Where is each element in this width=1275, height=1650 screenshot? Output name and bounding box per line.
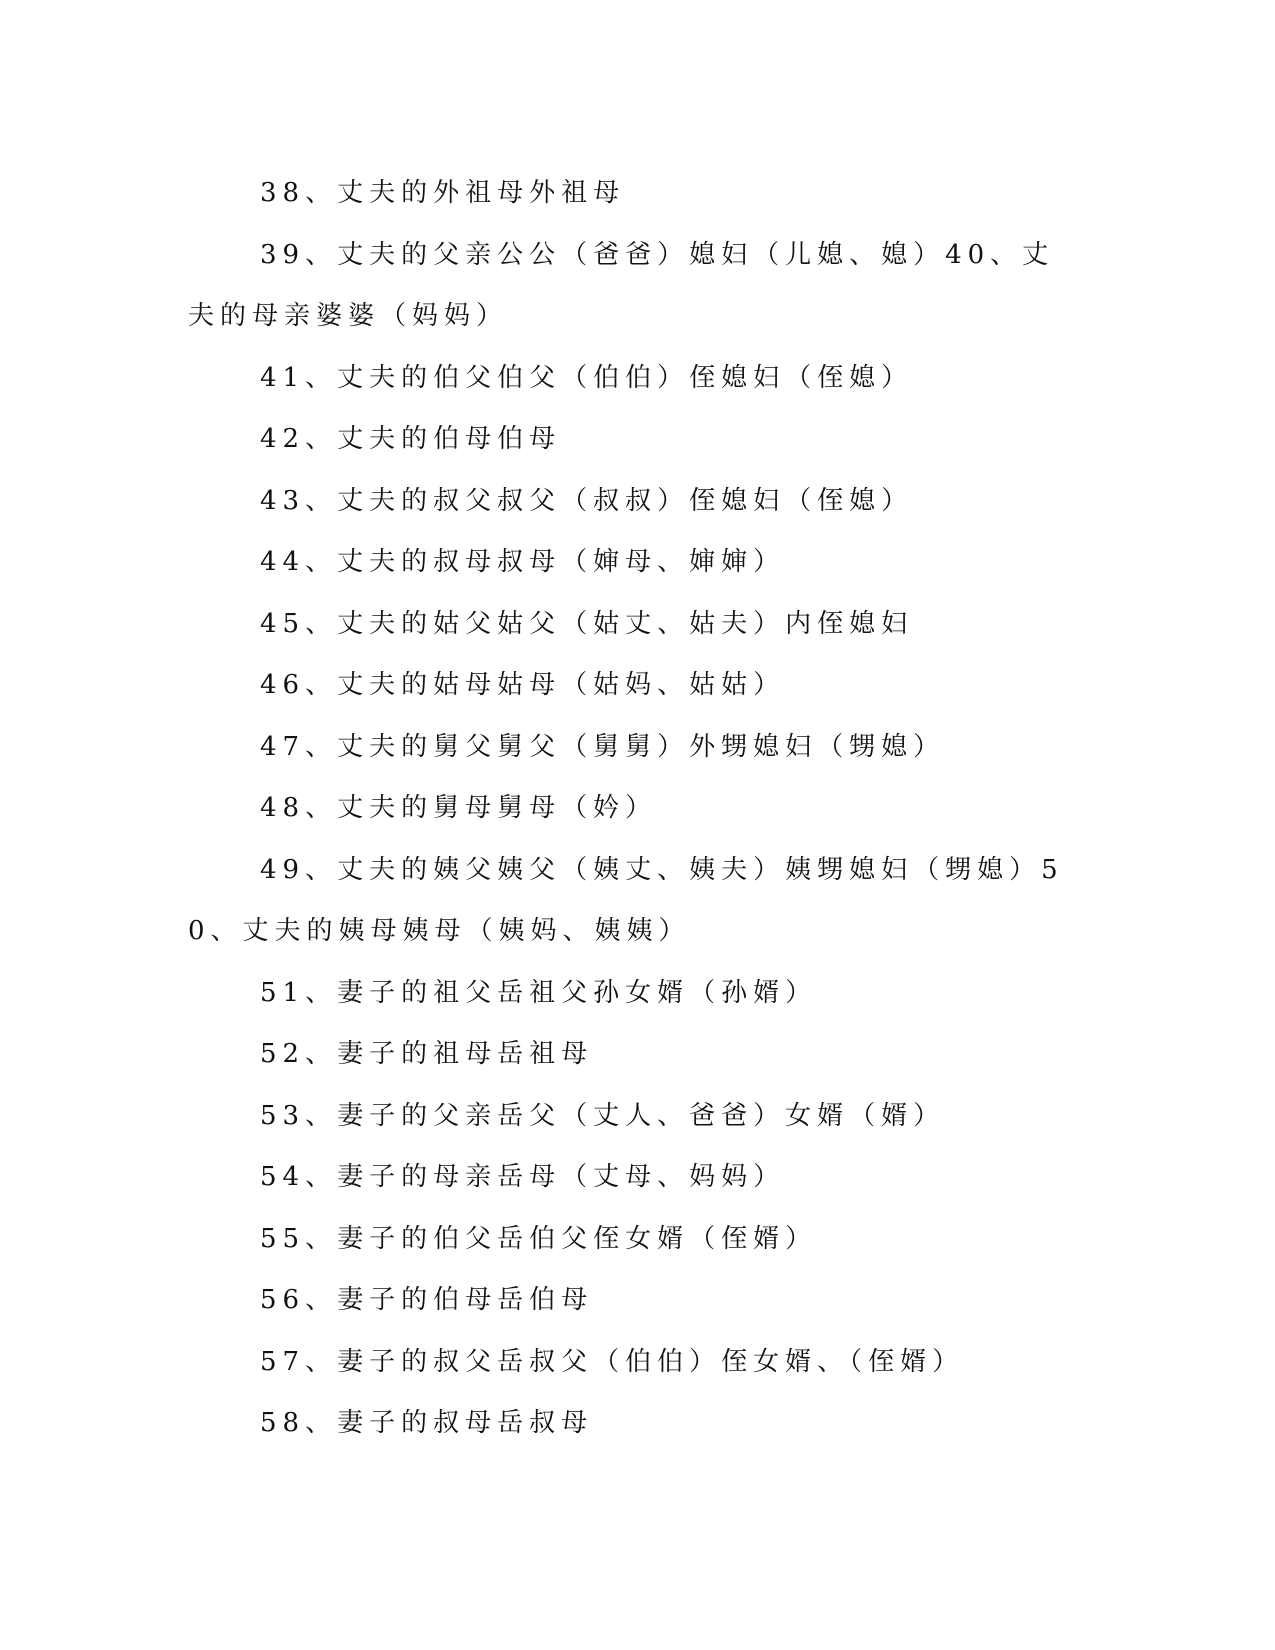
paragraph-53: 53、妻子的父亲岳父（丈人、爸爸）女婿（婿）: [260, 1100, 946, 1131]
paragraph-46: 46、丈夫的姑母姑母（姑妈、姑姑）: [260, 670, 786, 700]
paragraph-44: 44、丈夫的叔母叔母（婶母、婶婶）: [260, 547, 786, 577]
paragraph-47: 47、丈夫的舅父舅父（舅舅）外甥媳妇（甥媳）: [260, 731, 946, 762]
paragraph-45: 45、丈夫的姑父姑父（姑丈、姑夫）内侄媳妇: [260, 608, 914, 639]
paragraph-58: 58、妻子的叔母岳叔母: [260, 1408, 594, 1438]
paragraph-55: 55、妻子的伯父岳伯父侄女婿（侄婿）: [260, 1223, 818, 1254]
paragraph-56: 56、妻子的伯母岳伯母: [260, 1285, 594, 1315]
paragraph-54: 54、妻子的母亲岳母（丈母、妈妈）: [260, 1162, 786, 1192]
paragraph-51: 51、妻子的祖父岳祖父孙女婿（孙婿）: [260, 977, 818, 1008]
paragraph-49-50: 49、丈夫的姨父姨父（姨丈、姨夫）姨甥媳妇（甥媳）50、丈夫的姨母姨母（姨妈、姨姨）: [188, 854, 1064, 946]
paragraph-41: 41、丈夫的伯父伯父（伯伯）侄媳妇（侄媳）: [260, 362, 914, 393]
paragraph-38: 38、丈夫的外祖母外祖母: [260, 178, 626, 208]
paragraph-42: 42、丈夫的伯母伯母: [260, 424, 562, 454]
paragraph-52: 52、妻子的祖母岳祖母: [260, 1039, 594, 1069]
document-body: [188, 163, 1068, 1455]
paragraph-43: 43、丈夫的叔父叔父（叔叔）侄媳妇（侄媳）: [260, 485, 914, 516]
paragraph-39-40: 39、丈夫的父亲公公（爸爸）媳妇（儿媳、媳）40、丈夫的母亲婆婆（妈妈）: [188, 239, 1055, 331]
paragraph-57: 57、妻子的叔父岳叔父（伯伯）侄女婿、（侄婿）: [260, 1346, 965, 1377]
paragraph-48: 48、丈夫的舅母舅母（妗）: [260, 793, 658, 823]
